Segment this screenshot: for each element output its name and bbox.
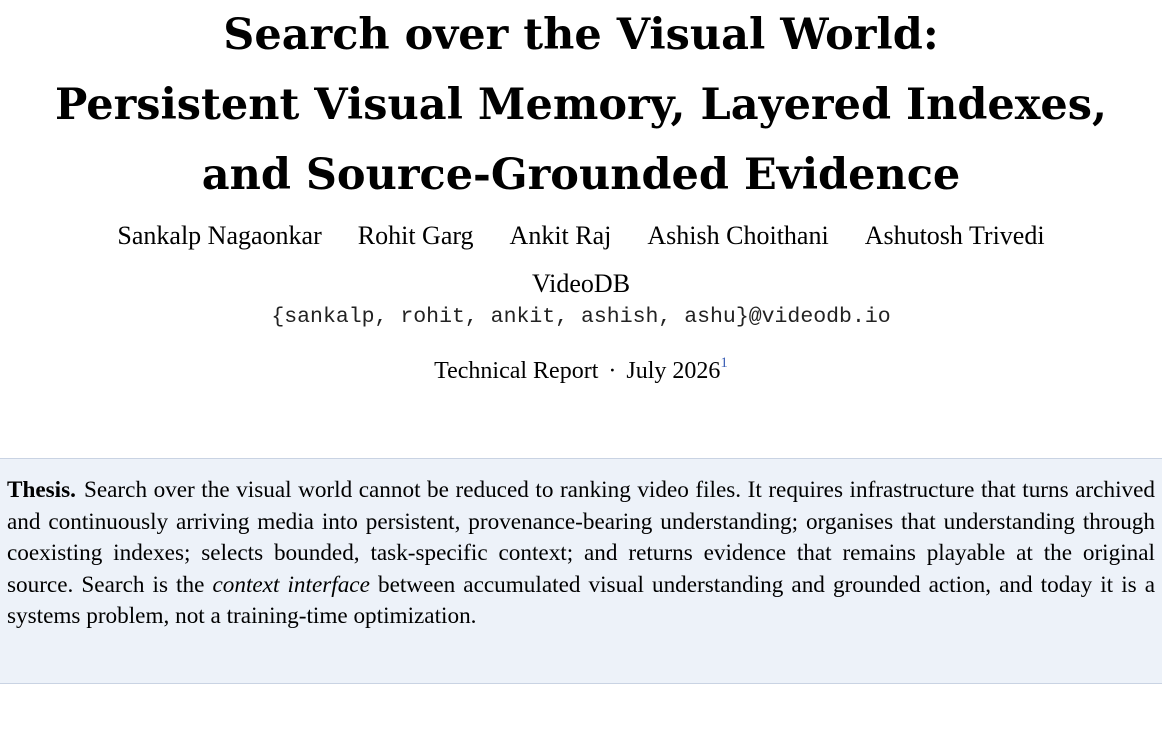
author-name: Ankit Raj — [509, 221, 612, 250]
title-line-2: Persistent Visual Memory, Layered Indexes, — [55, 80, 1107, 130]
thesis-text — [7, 475, 1155, 633]
report-separator: · — [608, 358, 617, 384]
thesis-label: Thesis. — [7, 477, 76, 503]
thesis-emphasis: context interface — [212, 571, 370, 598]
author-list — [0, 218, 1162, 254]
report-type: Technical Report — [434, 358, 599, 384]
author-emails: {sankalp, rohit, ankit, ashish, ashu}@videodb.io — [271, 305, 891, 329]
title-line-3: and Source-Grounded Evidence — [201, 150, 961, 200]
report-date: July 2026 — [626, 358, 721, 384]
author-name: Ashutosh Trivedi — [864, 221, 1045, 250]
thesis-body-part1: Search over the visual world cannot be reduced to ranking video files. It requires infrastructure that turns archived and continuously arriving media into persistent, provenance-bearing understanding; organises that understanding through coexisting indexes; selects bounded, task-specific context; and returns evidence that remains playable at the original source. Search is the — [7, 477, 1155, 598]
affiliation: VideoDB — [531, 269, 631, 298]
thesis-body-part2: between accumulated visual understanding and grounded action, and today it is a systems problem, not a training-time optimization. — [7, 571, 1156, 629]
report-line — [0, 348, 1162, 388]
footnote-link[interactable]: 1 — [720, 355, 728, 371]
author-name: Sankalp Nagaonkar — [117, 221, 322, 250]
thesis-box — [0, 458, 1162, 684]
title-line-1: Search over the Visual World: — [223, 10, 939, 60]
author-name: Ashish Choithani — [647, 221, 829, 250]
author-name: Rohit Garg — [357, 221, 474, 250]
paper-title — [0, 0, 1162, 210]
